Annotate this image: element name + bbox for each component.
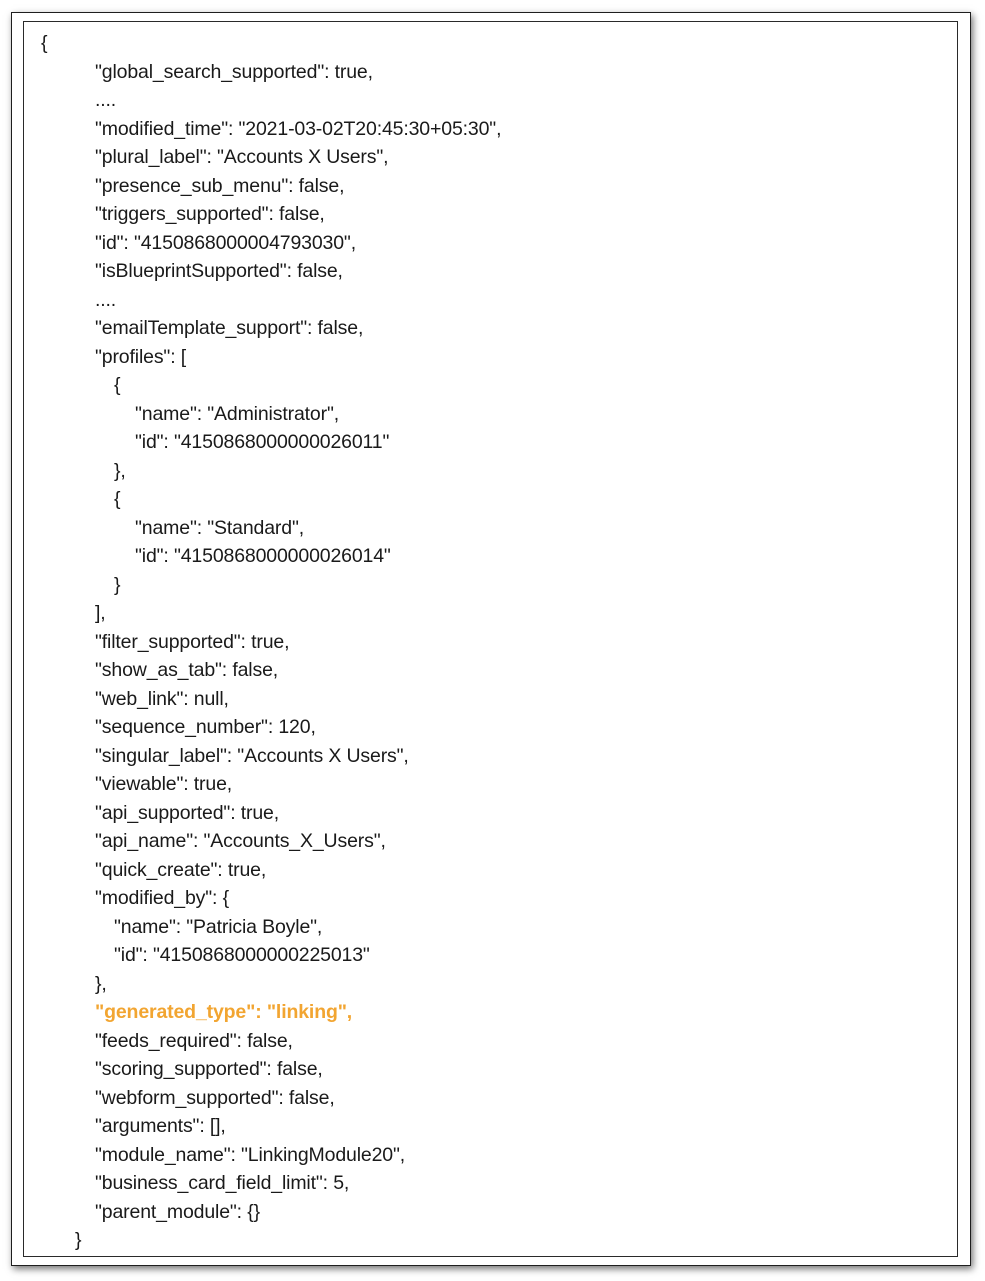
code-line: { bbox=[114, 374, 121, 396]
code-line: "business_card_field_limit": 5, bbox=[95, 1172, 350, 1194]
code-line: "global_search_supported": true, bbox=[95, 60, 373, 83]
code-line: "parent_module": {} bbox=[95, 1200, 260, 1223]
code-line: "emailTemplate_support": false, bbox=[95, 317, 364, 339]
highlighted-code-line: "generated_type": "linking", bbox=[95, 1001, 353, 1023]
code-line: "profiles": [ bbox=[95, 345, 187, 368]
code-line: "show_as_tab": false, bbox=[95, 659, 279, 681]
code-line: "api_name": "Accounts_X_Users", bbox=[95, 830, 386, 852]
code-line: "name": "Administrator", bbox=[135, 402, 339, 425]
code-line: "viewable": true, bbox=[95, 773, 233, 795]
code-line: "modified_time": "2021-03-02T20:45:30+05:30", bbox=[95, 117, 502, 140]
code-line: "plural_label": "Accounts X Users", bbox=[95, 146, 389, 168]
code-line: }, bbox=[114, 459, 126, 482]
code-line: } bbox=[75, 1229, 82, 1251]
code-line: { bbox=[114, 488, 121, 510]
code-line: "quick_create": true, bbox=[95, 858, 267, 881]
code-line: "arguments": [], bbox=[95, 1115, 226, 1137]
code-line: .... bbox=[95, 288, 117, 311]
code-line: "isBlueprintSupported": false, bbox=[95, 260, 343, 282]
code-line: "id": "4150868000000026011" bbox=[135, 431, 390, 453]
code-line: }, bbox=[95, 972, 107, 995]
code-line: "modified_by": { bbox=[95, 887, 229, 909]
code-line: "feeds_required": false, bbox=[95, 1029, 293, 1052]
code-line: .... bbox=[95, 89, 117, 111]
code-line: "id": "4150868000004793030", bbox=[95, 231, 356, 254]
code-line: } bbox=[114, 573, 121, 596]
code-line: "presence_sub_menu": false, bbox=[95, 174, 345, 197]
code-line: "id": "4150868000000026014" bbox=[135, 545, 391, 567]
code-line: "web_link": null, bbox=[95, 687, 229, 710]
code-line: "webform_supported": false, bbox=[95, 1086, 335, 1109]
code-line: "module_name": "LinkingModule20", bbox=[95, 1143, 406, 1166]
code-line: "name": "Standard", bbox=[135, 516, 305, 539]
code-line: "scoring_supported": false, bbox=[95, 1058, 323, 1080]
code-line: "api_supported": true, bbox=[95, 801, 279, 824]
code-line: "sequence_number": 120, bbox=[95, 716, 316, 738]
code-line: "filter_supported": true, bbox=[95, 630, 290, 653]
code-line: "triggers_supported": false, bbox=[95, 203, 325, 225]
code-line: "id": "4150868000000225013" bbox=[114, 944, 370, 966]
code-line: "singular_label": "Accounts X Users", bbox=[95, 744, 409, 767]
code-line: "name": "Patricia Boyle", bbox=[114, 915, 323, 938]
code-line: ], bbox=[95, 602, 106, 624]
code-line: { bbox=[41, 32, 48, 54]
